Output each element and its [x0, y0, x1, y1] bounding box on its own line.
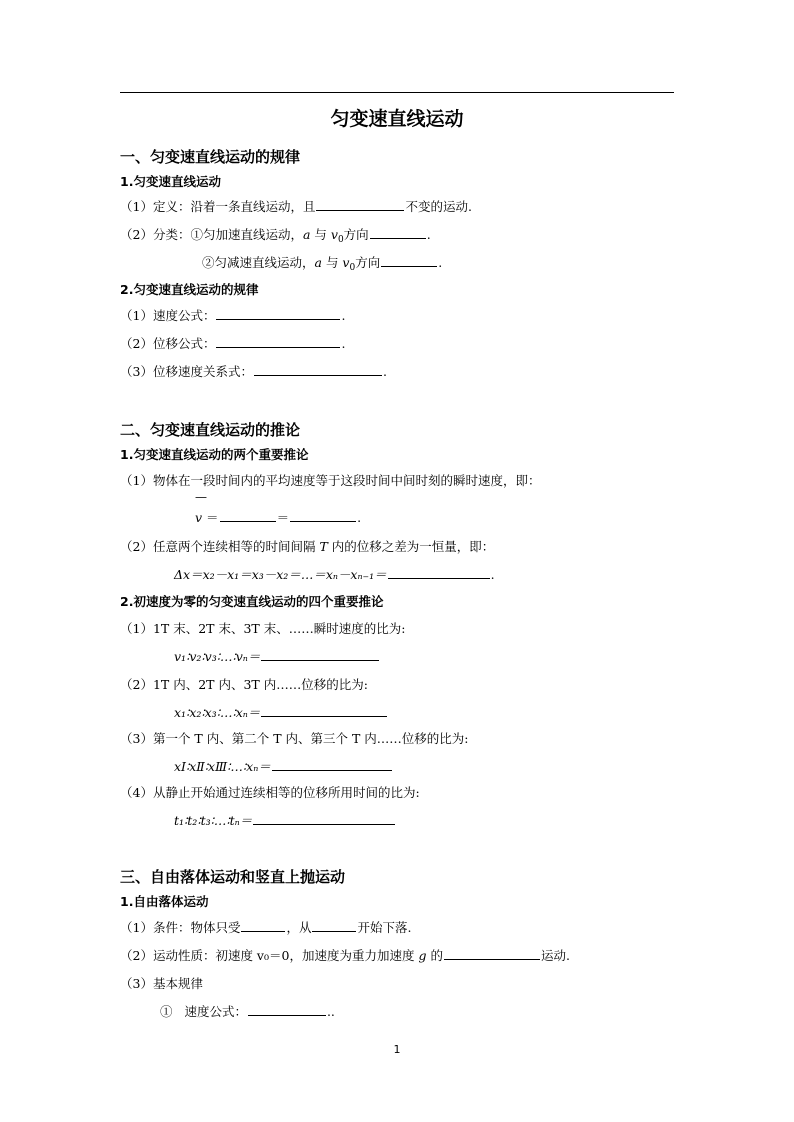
- ratio-2-blank[interactable]: [261, 703, 387, 717]
- direction-text: 方向: [355, 255, 381, 270]
- condition-text-b: ，从: [286, 920, 312, 935]
- sub-0: 0: [337, 235, 344, 245]
- classification-text-1: （2）分类：①匀加速直线运动，: [120, 227, 303, 242]
- period: .: [438, 255, 443, 270]
- page-number: 1: [393, 1043, 401, 1056]
- motion-nature-text-a: （2）运动性质：初速度 v₀＝0，加速度为重力加速度: [120, 948, 415, 963]
- period: .: [490, 567, 495, 582]
- delta-x-text-a: （2）任意两个连续相等的时间间隔: [120, 539, 316, 554]
- var-a: a: [314, 255, 322, 270]
- motion-nature-text-c: 运动.: [540, 948, 570, 963]
- definition-end: 不变的运动.: [405, 199, 472, 214]
- double-period: ..: [326, 1004, 335, 1019]
- period: .: [341, 308, 346, 323]
- free-fall-velocity-line: [160, 1002, 335, 1020]
- velocity-displacement-blank[interactable]: [254, 362, 382, 376]
- velocity-displacement-line: [120, 362, 387, 380]
- displacement-formula-blank[interactable]: [216, 334, 340, 348]
- displacement-formula-label: （2）位移公式：: [120, 336, 216, 351]
- ratio-4-text: （4）从静止开始通过连续相等的位移所用时间的比为:: [120, 785, 420, 800]
- var-v-bar: v: [195, 510, 203, 525]
- ratio-1-formula: v₁∶v₂∶v₃∶…∶vₙ＝: [174, 649, 261, 664]
- average-velocity-blank-1[interactable]: [220, 508, 276, 522]
- section-3-sub-1: 1.自由落体运动: [120, 894, 209, 909]
- average-velocity-text: （1）物体在一段时间内的平均速度等于这段时间中间时刻的瞬时速度，即：: [120, 473, 541, 488]
- ratio-3-formula-line: [174, 757, 393, 775]
- velocity-formula-label: （1）速度公式：: [120, 308, 216, 323]
- condition-text-a: （1）条件：物体只受: [120, 920, 241, 935]
- period: .: [426, 227, 431, 242]
- condition-text-c: 开始下落.: [357, 920, 412, 935]
- period: .: [341, 336, 346, 351]
- ratio-3-blank[interactable]: [272, 757, 392, 771]
- ratio-1-formula-line: [174, 647, 380, 665]
- var-v: v: [330, 227, 338, 242]
- section-3-heading: 三、自由落体运动和竖直上抛运动: [120, 868, 346, 886]
- average-velocity-bar: —: [195, 490, 207, 504]
- start-state-blank[interactable]: [312, 918, 356, 932]
- free-fall-condition-line: [120, 918, 411, 936]
- section-1-heading: 一、匀变速直线运动的规律: [120, 148, 301, 166]
- header-rule: [120, 92, 674, 93]
- section-2-sub-2: 2.初速度为零的匀变速直线运动的四个重要推论: [120, 594, 384, 609]
- ratio-3-formula: xⅠ∶xⅡ∶xⅢ∶…∶xₙ＝: [174, 759, 271, 774]
- page-title: 匀变速直线运动: [330, 108, 464, 130]
- ratio-1-text: （1）1T 末、2T 末、3T 末、……瞬时速度的比为:: [120, 621, 406, 636]
- classification-line-1: [120, 225, 431, 245]
- average-velocity-equation: [195, 508, 361, 526]
- basic-law-heading: （3）基本规律: [120, 976, 203, 991]
- delta-x-formula-line: [174, 565, 495, 583]
- conj-yu: 与: [310, 227, 331, 242]
- ratio-4-formula: t₁∶t₂∶t₃∶…∶tₙ＝: [174, 813, 253, 828]
- delta-x-formula: Δx＝x₂－x₁＝x₃－x₂＝…＝xₙ－xₙ₋₁＝: [174, 567, 387, 582]
- period: .: [382, 364, 387, 379]
- conj-yu: 与: [321, 255, 343, 270]
- ratio-2-formula-line: [174, 703, 388, 721]
- decelerate-direction-blank[interactable]: [381, 253, 437, 267]
- motion-type-blank[interactable]: [444, 946, 540, 960]
- definition-line: [120, 197, 472, 215]
- classification-text-2: ②匀减速直线运动，: [202, 255, 315, 270]
- var-T: T: [319, 539, 328, 554]
- force-blank[interactable]: [241, 918, 285, 932]
- motion-nature-line: [120, 946, 570, 964]
- velocity-displacement-label: （3）位移速度关系式：: [120, 364, 253, 379]
- classification-line-2: [202, 253, 442, 273]
- section-1-sub-2: 2.匀变速直线运动的规律: [120, 282, 259, 297]
- section-1-sub-1: 1.匀变速直线运动: [120, 174, 221, 189]
- free-fall-velocity-blank[interactable]: [248, 1002, 326, 1016]
- ratio-4-formula-line: [174, 811, 396, 829]
- ratio-2-formula: x₁∶x₂∶x₃∶…∶xₙ＝: [174, 705, 261, 720]
- var-a: a: [302, 227, 311, 242]
- delta-x-blank[interactable]: [388, 565, 490, 579]
- period: .: [357, 510, 362, 525]
- motion-nature-text-b: 的: [430, 948, 443, 963]
- free-fall-velocity-label: 速度公式：: [184, 1004, 247, 1019]
- velocity-formula-line: [120, 306, 345, 324]
- ratio-2-text: （2）1T 内、2T 内、3T 内……位移的比为:: [120, 677, 368, 692]
- ratio-1-blank[interactable]: [261, 647, 379, 661]
- equals: ＝: [276, 510, 290, 525]
- sub-0: 0: [349, 263, 356, 273]
- delta-x-text-b: 内的位移之差为一恒量，即：: [331, 539, 495, 554]
- accelerate-direction-blank[interactable]: [370, 225, 426, 239]
- section-2-heading: 二、匀变速直线运动的推论: [120, 421, 301, 439]
- definition-blank[interactable]: [316, 197, 404, 211]
- velocity-formula-blank[interactable]: [216, 306, 340, 320]
- section-2-sub-1: 1.匀变速直线运动的两个重要推论: [120, 447, 309, 462]
- delta-x-text-line: [120, 537, 494, 555]
- ratio-4-blank[interactable]: [253, 811, 395, 825]
- var-v: v: [342, 255, 350, 270]
- average-velocity-blank-2[interactable]: [290, 508, 356, 522]
- var-g: g: [418, 948, 427, 963]
- definition-text: （1）定义：沿着一条直线运动，且: [120, 199, 316, 214]
- circled-number-1: ①: [160, 1004, 173, 1019]
- equals: ＝: [206, 510, 219, 525]
- displacement-formula-line: [120, 334, 345, 352]
- ratio-3-text: （3）第一个 T 内、第二个 T 内、第三个 T 内……位移的比为:: [120, 731, 469, 746]
- direction-text: 方向: [343, 227, 369, 242]
